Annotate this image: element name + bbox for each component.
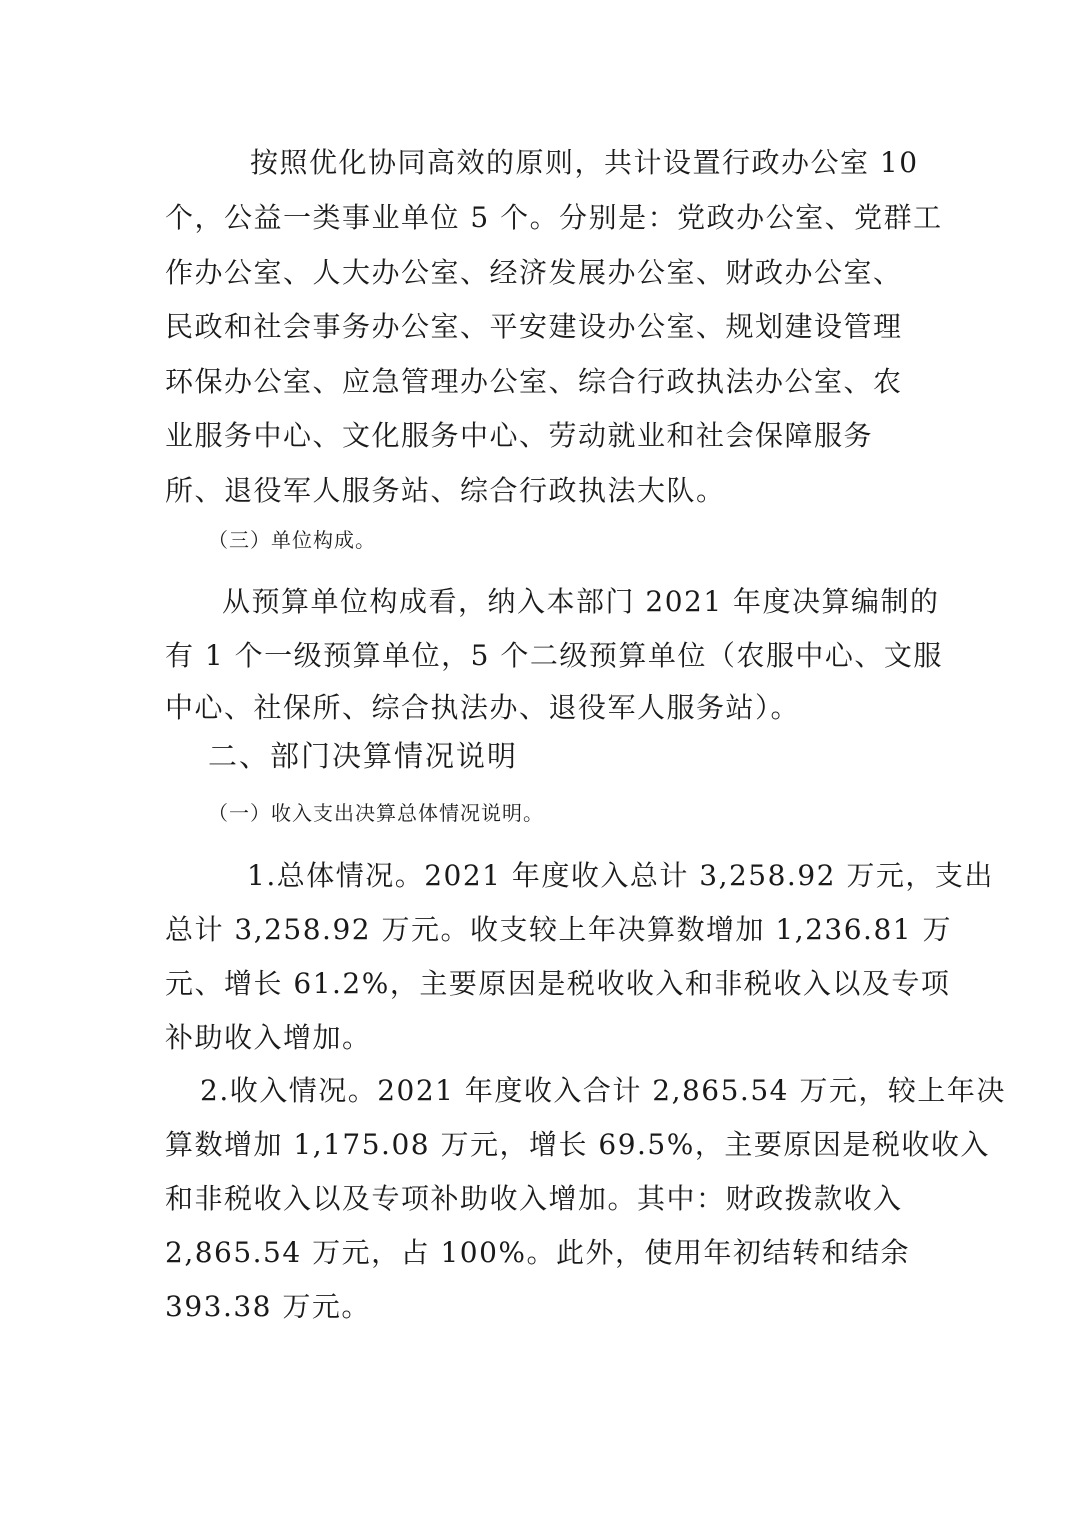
subheading-income-expenditure: （一）收入支出决算总体情况说明。 [208, 801, 544, 825]
paragraph-4-line-2: 算数增加 1,175.08 万元，增长 69.5%，主要原因是税收收入 [165, 1128, 990, 1161]
paragraph-1-line-4: 民政和社会事务办公室、平安建设办公室、规划建设管理 [165, 310, 903, 343]
paragraph-3-line-2: 总计 3,258.92 万元。收支较上年决算数增加 1,236.81 万 [165, 913, 952, 946]
paragraph-2-line-2: 有 1 个一级预算单位，5 个二级预算单位（农服中心、文服 [165, 639, 943, 672]
paragraph-1-line-7: 所、退役军人服务站、综合行政执法大队。 [165, 474, 726, 507]
paragraph-4-line-1: 2.收入情况。2021 年度收入合计 2,865.54 万元，较上年决 [200, 1074, 1006, 1107]
paragraph-3-line-4: 补助收入增加。 [165, 1021, 372, 1054]
paragraph-1-line-1: 按照优化协同高效的原则，共计设置行政办公室 10 [250, 146, 919, 179]
paragraph-4-line-3: 和非税收入以及专项补助收入增加。其中：财政拨款收入 [165, 1182, 903, 1215]
paragraph-4-line-4: 2,865.54 万元，占 100%。此外，使用年初结转和结余 [165, 1236, 911, 1269]
paragraph-4-line-5: 393.38 万元。 [165, 1290, 371, 1323]
paragraph-1-line-2: 个，公益一类事业单位 5 个。分别是：党政办公室、党群工 [165, 201, 943, 234]
paragraph-1-line-6: 业服务中心、文化服务中心、劳动就业和社会保障服务 [165, 419, 874, 452]
section-heading-final-accounts: 二、部门决算情况说明 [208, 739, 519, 773]
paragraph-3-line-3: 元、增长 61.2%，主要原因是税收收入和非税收入以及专项 [165, 967, 951, 1000]
paragraph-3-line-1: 1.总体情况。2021 年度收入总计 3,258.92 万元，支出 [247, 859, 994, 892]
paragraph-2-line-3: 中心、社保所、综合执法办、退役军人服务站）。 [165, 691, 801, 724]
subheading-unit-composition: （三）单位构成。 [208, 528, 376, 552]
paragraph-1-line-5: 环保办公室、应急管理办公室、综合行政执法办公室、农 [165, 365, 903, 398]
paragraph-2-line-1: 从预算单位构成看，纳入本部门 2021 年度决算编制的 [222, 585, 940, 618]
paragraph-1-line-3: 作办公室、人大办公室、经济发展办公室、财政办公室、 [165, 256, 903, 289]
